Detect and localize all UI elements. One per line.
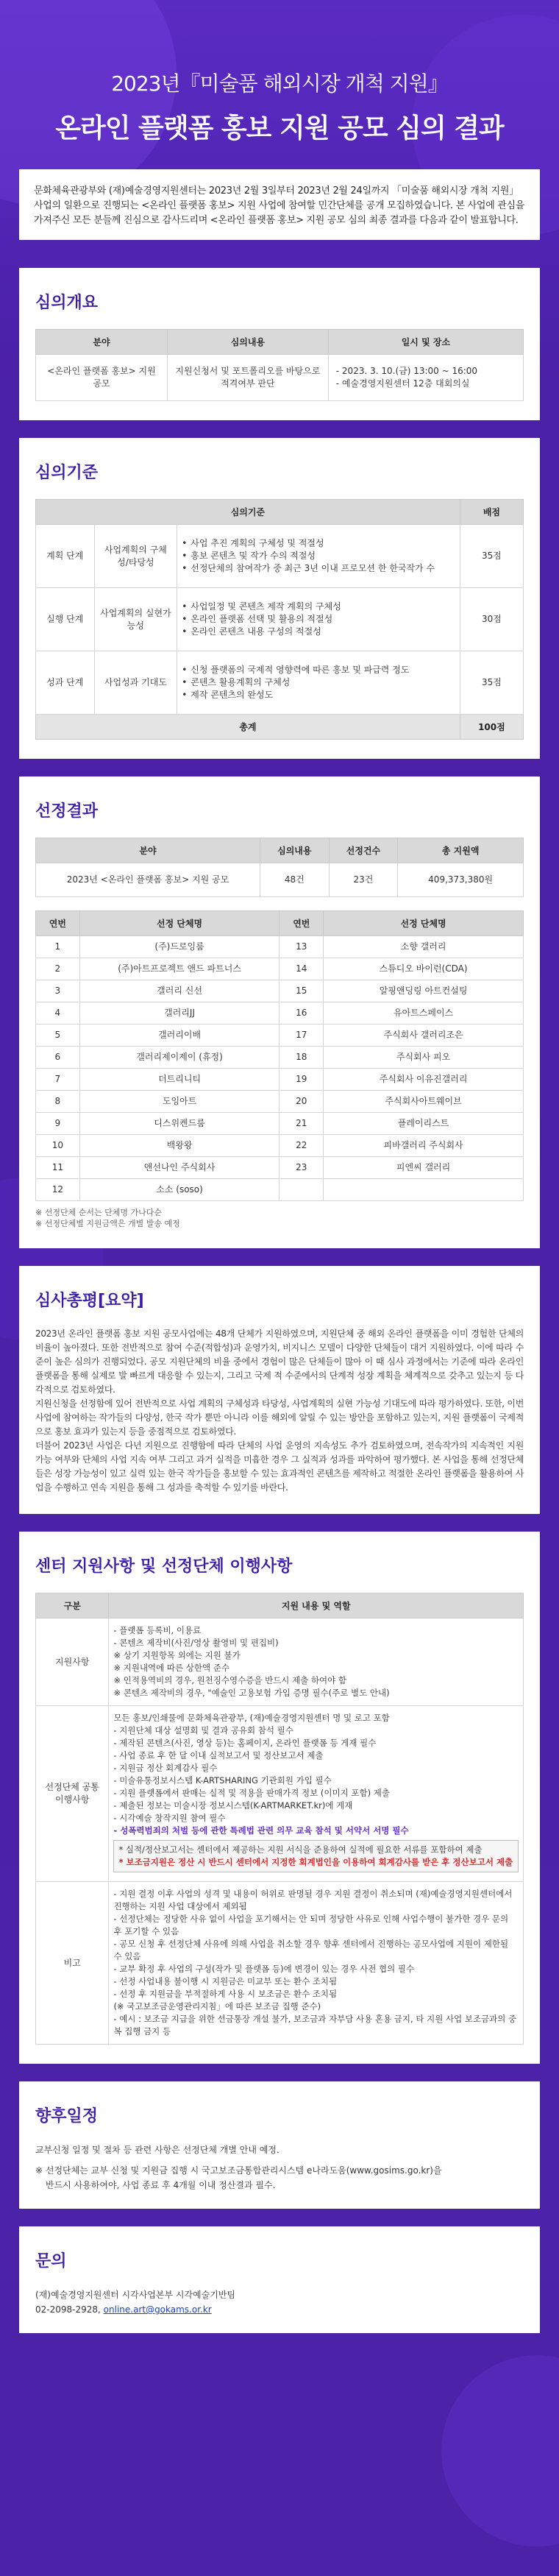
criteria-point: • 온라인 콘텐츠 내용 구성의 적절성 bbox=[182, 626, 455, 638]
list-number: 4 bbox=[36, 1002, 80, 1025]
schedule-line: 반드시 사용하여야, 사업 종료 후 4개월 이내 정산결과 필수. bbox=[46, 2180, 276, 2190]
overview-field: <온라인 플랫폼 홍보> 지원 공모 bbox=[36, 355, 168, 401]
criteria-total-label: 총계 bbox=[36, 715, 460, 740]
support-header: 구분 bbox=[36, 1593, 109, 1618]
criteria-title: 심의기준 bbox=[35, 464, 99, 482]
list-number: 21 bbox=[280, 1113, 324, 1135]
list-number: 12 bbox=[36, 1179, 80, 1201]
review-paragraph: 지원신청을 선정함에 있어 전반적으로 사업 계획의 구체성과 타당성, 사업계획의 실현 가능성 기대도에 따라 평가하였다. 또한, 이번 사업에 참여하는 작가들의 다양성, 한국 작가 뿐만 아니라 이를 해외에 알릴 수 있는 방안을 포함하고 있는지, 지원 플랫폼이 국제적으로 홍보 효과가 있는지 등을 중점적으로 검토하였다. bbox=[35, 1398, 524, 1437]
results-note: ※ 선정단체별 지원금액은 개별 발송 예정 bbox=[35, 1219, 180, 1228]
support-box-line: * 보조금지원은 정산 시 반드시 센터에서 지정한 회계법인을 이용하여 회계감사를 받은 후 정산보고서 제출 bbox=[118, 1857, 513, 1867]
support-box bbox=[113, 1840, 519, 1872]
list-number: 2 bbox=[36, 958, 80, 980]
support-line: - 지원 플랫폼에서 판매는 실적 및 적용을 판매가격 정보 (이미지 포함) 제출 bbox=[113, 1788, 390, 1798]
support-line: ※ 상기 지원항목 외에는 지원 불가 bbox=[113, 1650, 241, 1660]
list-org-name: 소소 (soso) bbox=[79, 1179, 280, 1201]
results-applied-count: 48건 bbox=[260, 863, 329, 897]
criteria-point: • 제작 콘텐츠의 완성도 bbox=[182, 689, 455, 701]
criteria-point: • 콘텐츠 활용계획의 구체성 bbox=[182, 676, 455, 689]
criteria-stage: 성과 단계 bbox=[36, 651, 95, 715]
page-header bbox=[19, 0, 540, 144]
overview-title: 심의개요 bbox=[35, 294, 99, 312]
list-org-name: 피바갤러리 주식회사 bbox=[324, 1135, 524, 1157]
criteria-point: • 신청 플랫폼의 국제적 영향력에 따른 홍보 및 파급력 정도 bbox=[182, 664, 455, 676]
criteria-item: 사업계획의 실현가능성 bbox=[94, 588, 177, 651]
criteria-section bbox=[19, 438, 540, 759]
criteria-total-score: 100점 bbox=[460, 715, 523, 740]
criteria-row bbox=[36, 588, 524, 651]
overview-header-date: 일시 및 장소 bbox=[328, 330, 523, 355]
table-row bbox=[36, 1157, 524, 1179]
contact-title: 문의 bbox=[35, 2252, 67, 2271]
overview-date: - 2023. 3. 10.(금) 13:00 ~ 16:00 bbox=[335, 366, 478, 376]
criteria-stage: 실행 단계 bbox=[36, 588, 95, 651]
list-header: 선정 단체명 bbox=[324, 911, 524, 936]
criteria-item: 사업계획의 구체성/타당성 bbox=[94, 525, 177, 588]
list-number: 7 bbox=[36, 1069, 80, 1091]
list-org-name: 도잉아트 bbox=[79, 1091, 280, 1113]
table-row bbox=[36, 1179, 524, 1201]
schedule-section bbox=[19, 2081, 540, 2209]
support-line: - 선정 사업내용 불이행 시 지원금은 미교부 또는 환수 조치됨 bbox=[113, 1976, 338, 1986]
list-header: 연번 bbox=[36, 911, 80, 936]
support-line: - 선정단체는 정당한 사유 없이 사업을 포기해서는 안 되며 정당한 사유로 인해 사업수행이 불가한 경우 문의 후 포기할 수 있음 bbox=[113, 1914, 509, 1936]
contact-email-link[interactable]: online.art@gokams.or.kr bbox=[103, 2304, 212, 2315]
criteria-point: • 사업 추진 계획의 구체성 및 적절성 bbox=[182, 537, 455, 550]
criteria-point: • 사업일정 및 콘텐츠 제작 계획의 구체성 bbox=[182, 601, 455, 613]
review-section bbox=[19, 1266, 540, 1514]
contact-line bbox=[35, 2302, 524, 2317]
intro-box bbox=[19, 169, 540, 240]
results-header: 심의내용 bbox=[260, 838, 329, 863]
support-line: ※ 지원내역에 따른 상한액 준수 bbox=[113, 1663, 230, 1673]
list-number: 3 bbox=[36, 980, 80, 1002]
support-title: 센터 지원사항 및 선정단체 이행사항 bbox=[35, 1557, 293, 1576]
criteria-item: 사업성과 기대도 bbox=[94, 651, 177, 715]
results-note: ※ 선정단체 순서는 단체명 가나다순 bbox=[35, 1208, 162, 1217]
list-org-name bbox=[324, 1179, 524, 1201]
criteria-point: • 온라인 플랫폼 선택 및 활용의 적절성 bbox=[182, 613, 455, 626]
results-summary-table bbox=[35, 838, 524, 897]
criteria-point: • 선정단체의 참여작가 중 최근 3년 이내 프로모션 한 한국작가 수 bbox=[182, 562, 455, 575]
list-org-name: 갤러리이배 bbox=[79, 1025, 280, 1047]
review-paragraph: 더불어 2023년 사업은 다년 지원으로 진행함에 따라 단체의 사업 운영의 지속성도 추가 검토하였으며, 전속작가의 지속적인 지원 가능 여부와 단체의 사업 지속 여부 그리고 과거 실적을 미흡한 경우 그 실적과 성과를 파악하여 평가했다. 본 사업을 통해 선정단체들은 성장 가능성이 있고 실력 있는 한국 작가들을 홍보할 수 있는 효과적인 콘텐츠를 제작하고 적절한 온라인 플랫폼을 활용하여 사업을 수행하고 연속 지원을 통해 그 성과를 축적할 수 있기를 바란다. bbox=[35, 1440, 524, 1493]
list-org-name: 더트리니티 bbox=[79, 1069, 280, 1091]
list-number: 23 bbox=[280, 1157, 324, 1179]
table-row bbox=[36, 1002, 524, 1025]
list-org-name: 앤선나인 주식회사 bbox=[79, 1157, 280, 1179]
list-org-name: (주)드로잉룸 bbox=[79, 936, 280, 958]
list-header: 연번 bbox=[280, 911, 324, 936]
list-org-name: 플레이리스트 bbox=[324, 1113, 524, 1135]
results-header: 총 지원액 bbox=[398, 838, 524, 863]
support-line: - 플랫폼 등록비, 이용료 bbox=[113, 1625, 202, 1635]
list-org-name: 디스위켄드룸 bbox=[79, 1113, 280, 1135]
list-number: 18 bbox=[280, 1047, 324, 1069]
criteria-score: 35점 bbox=[460, 651, 523, 715]
criteria-stage: 계획 단계 bbox=[36, 525, 95, 588]
support-line: - 지원단체 대상 설명회 및 결과 공유회 참석 필수 bbox=[113, 1725, 293, 1735]
list-org-name: 주식회사 이유진갤러리 bbox=[324, 1069, 524, 1091]
list-org-name: 주식회사 갤러리조은 bbox=[324, 1025, 524, 1047]
list-org-name: 주식회사 피오 bbox=[324, 1047, 524, 1069]
support-line: - 제작된 콘텐츠(사진, 영상 등)는 홈페이지, 온라인 플랫폼 등 게재 필수 bbox=[113, 1738, 377, 1748]
intro-text: 문화체육관광부와 (재)예술경영지원센터는 2023년 2월 3일부터 2023년 2월 24일까지 「미술품 해외시장 개척 지원」 사업의 일환으로 진행되는 <온라인 플랫폼 홍보> 지원 사업에 참여할 민간단체를 공개 모집하였습니다. 본 사업에 관심을 가져주신 모든 분들께 진심으로 감사드리며 <온라인 플랫폼 홍보> 지원 공모 심의 최종 결과를 다음과 같이 발표합니다. bbox=[34, 185, 525, 226]
list-number: 8 bbox=[36, 1091, 80, 1113]
support-line: - 지원 결정 이후 사업의 성격 및 내용이 허위로 판명될 경우 지원 결정이 취소되며 (재)예술경영지원센터에서 진행하는 지원 사업 대상에서 제외됨 bbox=[113, 1889, 513, 1911]
list-org-name: 갤러리 신선 bbox=[79, 980, 280, 1002]
list-org-name: 피엔씨 갤러리 bbox=[324, 1157, 524, 1179]
support-line: - 사업 종료 후 한 달 이내 실적보고서 및 정산보고서 제출 bbox=[113, 1750, 324, 1761]
schedule-title: 향후일정 bbox=[35, 2107, 99, 2126]
list-number: 22 bbox=[280, 1135, 324, 1157]
overview-table bbox=[35, 329, 524, 401]
list-number: 14 bbox=[280, 958, 324, 980]
page-title: 온라인 플랫폼 홍보 지원 공모 심의 결과 bbox=[55, 113, 504, 144]
support-table bbox=[35, 1593, 524, 2045]
list-number: 15 bbox=[280, 980, 324, 1002]
support-category: 비고 bbox=[36, 1882, 109, 2045]
list-number: 10 bbox=[36, 1135, 80, 1157]
support-line: - 콘텐츠 제작비(사진/영상 촬영비 및 편집비) bbox=[113, 1638, 279, 1648]
list-org-name: (주)아트프로젝트 앤드 파트너스 bbox=[79, 958, 280, 980]
support-line: - 예시 : 보조금 지급을 위한 선금통장 개설 불가, 보조금과 자부담 사용 혼용 금지, 타 지원 사업 보조금과의 중복 집행 금지 등 bbox=[113, 2014, 517, 2037]
table-row bbox=[36, 958, 524, 980]
list-number bbox=[280, 1179, 324, 1201]
support-line: ※ 콘텐츠 제작비의 경우, "예술인 고용보험 가입 증명 필수(주로 별도 안내) bbox=[113, 1688, 390, 1698]
overview-date-place bbox=[328, 355, 523, 401]
criteria-points bbox=[177, 651, 460, 715]
support-line: - 선정 후 지원금을 부적절하게 사용 시 보조금은 환수 조치됨 bbox=[113, 1989, 338, 1999]
support-category: 지원사항 bbox=[36, 1618, 109, 1706]
review-title: 심사총평[요약] bbox=[35, 1292, 144, 1310]
support-box-line: * 실적/정산보고서는 센터에서 제공하는 지원 서식을 준용하여 실적에 필요한 서류를 포함하여 제출 bbox=[118, 1844, 483, 1855]
criteria-points bbox=[177, 588, 460, 651]
support-lines bbox=[109, 1882, 524, 2045]
overview-place: - 예술경영지원센터 12층 대회의실 bbox=[335, 378, 470, 389]
list-number: 5 bbox=[36, 1025, 80, 1047]
overview-content: 지원신청서 및 포트폴리오를 바탕으로 적격여부 판단 bbox=[168, 355, 329, 401]
support-lines bbox=[109, 1618, 524, 1706]
criteria-table bbox=[35, 499, 524, 740]
support-highlight: - 성폭력범죄의 처벌 등에 관한 특례법 관련 의무 교육 참석 및 서약서 서명 필수 bbox=[113, 1825, 409, 1836]
support-line: ※ 인적용역비의 경우, 원천징수영수증을 반드시 제출 하여야 함 bbox=[113, 1675, 347, 1685]
support-line: 모든 홍보/인쇄물에 문화체육관광부, (재)예술경영지원센터 명 및 로고 포함 bbox=[113, 1713, 390, 1723]
list-number: 16 bbox=[280, 1002, 324, 1025]
contact-section bbox=[19, 2226, 540, 2333]
overview-section bbox=[19, 268, 540, 420]
support-header: 지원 내용 및 역할 bbox=[109, 1593, 524, 1618]
review-paragraph: 2023년 온라인 플랫폼 홍보 지원 공모사업에는 48개 단체가 지원하였으며, 지원단체 중 해외 온라인 플랫폼을 이미 경험한 단체의 비율이 높아졌다. 또한 전반적으로 참여 수준(적합성)과 운영가치, 비지니스 모델이 다양한 단체들이 대거 지원하였다. 이에 따라 수준이 높은 심의가 진행되었다. 공모 지원단체의 비율 중에서 경험이 많은 단체들이 많아 이 때 심사 과정에서는 기준에 따라 온라인 플랫폼을 통해 실제로 발 빠르게 대응할 수 있는지, 그리고 국제 적 수준에서의 단계적 성장 계획을 체계적으로 갖추고 있는지 등 다각적으로 검토하였다. bbox=[35, 1328, 524, 1395]
criteria-score: 30점 bbox=[460, 588, 523, 651]
criteria-header-score: 배점 bbox=[460, 500, 523, 525]
list-org-name: 알핑앤딩링 아트컨설팅 bbox=[324, 980, 524, 1002]
criteria-score: 35점 bbox=[460, 525, 523, 588]
list-org-name: 갤러리JJ bbox=[79, 1002, 280, 1025]
contact-phone: 02-2098-2928, bbox=[35, 2304, 101, 2315]
results-header: 선정건수 bbox=[329, 838, 398, 863]
table-row bbox=[36, 1135, 524, 1157]
support-line: - 교부 확정 후 사업의 구성(작가 및 플랫폼 등)에 변경이 있는 경우 사전 협의 필수 bbox=[113, 1964, 415, 1974]
results-title: 선정결과 bbox=[35, 802, 99, 821]
list-number: 20 bbox=[280, 1091, 324, 1113]
support-category: 선정단체 공통 이행사항 bbox=[36, 1706, 109, 1882]
overview-header-content: 심의내용 bbox=[168, 330, 329, 355]
results-selected-count: 23건 bbox=[329, 863, 398, 897]
table-row bbox=[36, 980, 524, 1002]
criteria-points bbox=[177, 525, 460, 588]
table-row bbox=[36, 1025, 524, 1047]
list-org-name: 갤러리제이제이 (휴정) bbox=[79, 1047, 280, 1069]
criteria-row bbox=[36, 651, 524, 715]
criteria-header: 심의기준 bbox=[36, 500, 460, 525]
list-number: 1 bbox=[36, 936, 80, 958]
list-number: 19 bbox=[280, 1069, 324, 1091]
criteria-point: • 홍보 콘텐츠 및 작가 수의 적절성 bbox=[182, 550, 455, 562]
header-subtitle: 2023년『미술품 해외시장 개척 지원』 bbox=[111, 71, 448, 96]
support-line: (※ 국고보조금운영관리지침」에 따른 보조금 집행 준수) bbox=[113, 2001, 321, 2011]
list-number: 17 bbox=[280, 1025, 324, 1047]
list-org-name: 소향 갤러리 bbox=[324, 936, 524, 958]
overview-header-field: 분야 bbox=[36, 330, 168, 355]
support-line: - 미술유통정보시스템 K-ARTSHARING 기관회원 가입 필수 bbox=[113, 1775, 332, 1786]
list-number: 9 bbox=[36, 1113, 80, 1135]
contact-org: (재)예술경영지원센터 시각사업본부 시각예술기반팀 bbox=[35, 2290, 236, 2300]
table-row bbox=[36, 1047, 524, 1069]
table-row bbox=[36, 936, 524, 958]
results-field: 2023년 <온라인 플랫폼 홍보> 지원 공모 bbox=[36, 863, 260, 897]
support-line: - 제출된 정보는 미술시장 정보시스템(K-ARTMARKET.kr)에 게재 bbox=[113, 1800, 353, 1811]
schedule-line: 교부신청 일정 및 절차 등 관련 사항은 선정단체 개별 안내 예정. bbox=[35, 2145, 280, 2155]
table-row bbox=[36, 1069, 524, 1091]
support-section bbox=[19, 1532, 540, 2064]
list-number: 11 bbox=[36, 1157, 80, 1179]
list-org-name: 유아트스페이스 bbox=[324, 1002, 524, 1025]
list-number: 13 bbox=[280, 936, 324, 958]
list-org-name: 주식회사아트웨이브 bbox=[324, 1091, 524, 1113]
list-header: 선정 단체명 bbox=[79, 911, 280, 936]
list-number: 6 bbox=[36, 1047, 80, 1069]
schedule-line: ※ 선정단체는 교부 신청 및 지원금 집행 시 국고보조금통합관리시스템 e나라도움(www.gosims.go.kr)을 bbox=[35, 2165, 442, 2176]
table-row bbox=[36, 1113, 524, 1135]
support-line: - 시각예술 창작지원 참여 필수 bbox=[113, 1813, 226, 1823]
support-line: - 공모 신청 후 선정단체 사유에 의해 사업을 취소할 경우 향후 센터에서 진행하는 공모사업에 지원이 제한될 수 있음 bbox=[113, 1939, 509, 1961]
results-list-table bbox=[35, 910, 524, 1201]
list-org-name: 스튜디오 바이런(CDA) bbox=[324, 958, 524, 980]
support-line: - 지원금 정산 회계감사 필수 bbox=[113, 1763, 218, 1773]
results-list-body bbox=[36, 936, 524, 1201]
list-org-name: 백왕왕 bbox=[79, 1135, 280, 1157]
results-section bbox=[19, 776, 540, 1248]
criteria-row bbox=[36, 525, 524, 588]
support-lines bbox=[109, 1706, 524, 1882]
results-total-amount: 409,373,380원 bbox=[398, 863, 524, 897]
table-row bbox=[36, 1091, 524, 1113]
results-header: 분야 bbox=[36, 838, 260, 863]
